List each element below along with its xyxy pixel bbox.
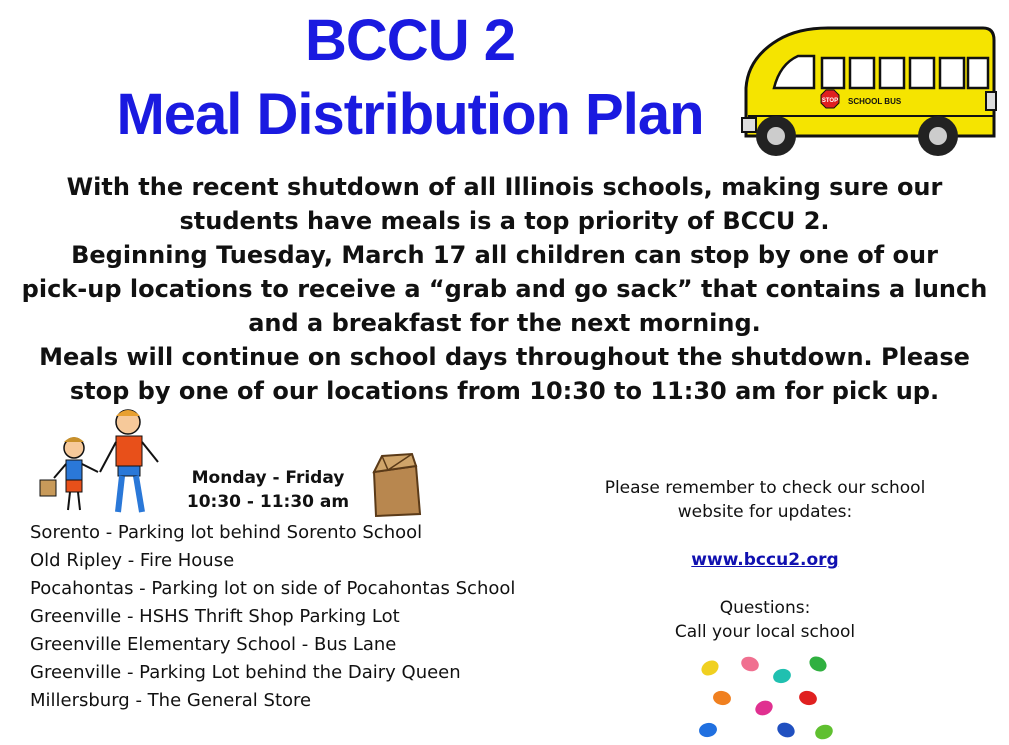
intro-line: With the recent shutdown of all Illinois schools, making sure our: [66, 173, 943, 201]
schedule: [168, 466, 368, 514]
intro-text: [0, 170, 1009, 408]
schedule-hours: 10:30 - 11:30 am: [186, 492, 350, 512]
list-item: Greenville Elementary School - Bus Lane: [30, 634, 397, 655]
intro-line: Beginning Tuesday, March 17 all children can stop by one of our: [71, 241, 938, 269]
call-text: Call your local school: [674, 622, 856, 642]
locations-list: [30, 519, 515, 715]
reminder-text: website for updates:: [677, 502, 853, 522]
intro-line: Meals will continue on school days throughout the shutdown. Please: [39, 343, 970, 371]
questions-label: Questions:: [719, 598, 811, 618]
school-bus-icon: [738, 18, 1000, 160]
list-item: Sorento - Parking lot behind Sorento School: [30, 522, 423, 543]
paper-bag-icon: [368, 452, 422, 518]
title-line-2: Meal Distribution Plan: [116, 82, 704, 147]
hands-icon: [692, 650, 842, 745]
children-icon: [32, 408, 167, 518]
intro-line: pick-up locations to receive a “grab and go sack” that contains a lunch: [21, 275, 988, 303]
stop-sign-label: STOP: [821, 98, 839, 104]
website-link[interactable]: www.bccu2.org: [691, 550, 839, 570]
intro-line: stop by one of our locations from 10:30 to 11:30 am for pick up.: [69, 377, 940, 405]
list-item: Old Ripley - Fire House: [30, 550, 235, 571]
bus-label: SCHOOL BUS: [848, 97, 902, 106]
list-item: Greenville - HSHS Thrift Shop Parking Lot: [30, 606, 400, 627]
intro-line: and a breakfast for the next morning.: [248, 309, 761, 337]
list-item: Greenville - Parking Lot behind the Dairy Queen: [30, 662, 461, 683]
list-item: Millersburg - The General Store: [30, 690, 312, 711]
intro-line: students have meals is a top priority of BCCU 2.: [179, 207, 830, 235]
title-line-1: BCCU 2: [305, 8, 515, 73]
reminder-text: Please remember to check our school: [604, 478, 926, 498]
list-item: Pocahontas - Parking lot on side of Pocahontas School: [30, 578, 516, 599]
info-panel: [565, 476, 965, 644]
schedule-days: Monday - Friday: [191, 468, 345, 488]
